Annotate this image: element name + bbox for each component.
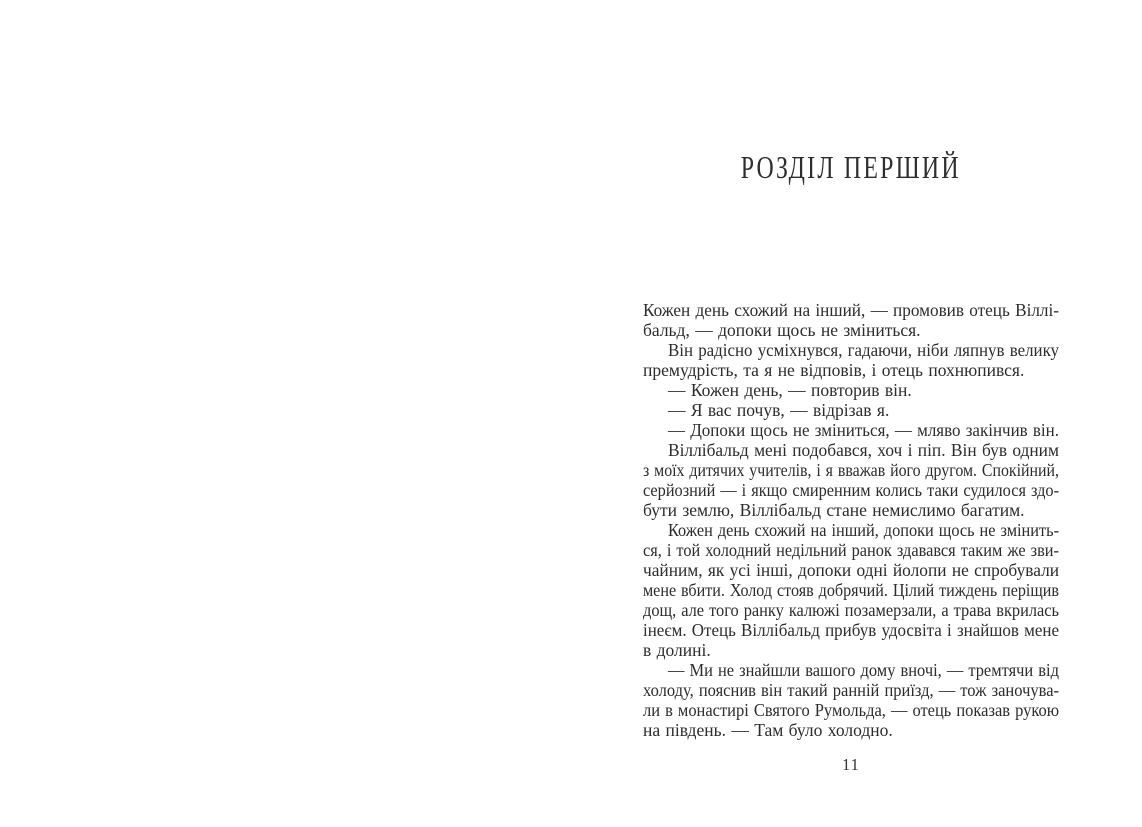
text-line-content: — Допоки щось не зміниться, — мляво закінчив він. bbox=[668, 420, 1059, 440]
text-line-content: Кожен день схожий на інший, допоки щось не змінить- bbox=[668, 520, 1059, 540]
text-line bbox=[643, 720, 1059, 740]
text-line-content: чайним, як усі інші, допоки одні йолопи не спробували bbox=[643, 560, 1060, 580]
text-line-content: — Кожен день, — повторив він. bbox=[668, 380, 912, 400]
paragraph bbox=[643, 400, 1059, 420]
text-line-content: Він радісно усміхнувся, гадаючи, ніби ляпнув велику bbox=[668, 340, 1060, 360]
text-line bbox=[643, 640, 1059, 660]
text-line-content: бути землю, Віллібальд стане немислимо багатим. bbox=[643, 500, 1025, 520]
text-line bbox=[643, 320, 1059, 340]
text-line bbox=[643, 500, 1059, 520]
text-line bbox=[643, 400, 1059, 420]
text-line-content: Кожен день схожий на інший, — промовив отець Віллі- bbox=[643, 300, 1060, 320]
text-line bbox=[643, 460, 1059, 480]
text-column bbox=[643, 0, 1059, 827]
paragraph bbox=[643, 440, 1059, 520]
paragraph bbox=[643, 380, 1059, 400]
text-line bbox=[643, 600, 1059, 620]
text-line-content: мене вбити. Холод стояв добрячий. Цілий тиждень періщив bbox=[643, 580, 1060, 600]
text-line bbox=[643, 620, 1059, 640]
paragraph bbox=[643, 520, 1059, 660]
text-line-content: — Я вас почув, — відрізав я. bbox=[668, 400, 890, 420]
text-line bbox=[643, 680, 1059, 700]
text-line-content: холоду, пояснив він такий ранній приїзд, — тож заночува- bbox=[643, 680, 1060, 700]
text-line bbox=[643, 340, 1059, 360]
text-line bbox=[643, 520, 1059, 540]
text-line bbox=[643, 420, 1059, 440]
text-line-content: в долині. bbox=[643, 640, 711, 660]
text-line-content: з моїх дитячих учителів, і я вважав його другом. Спокійний, bbox=[643, 460, 1060, 480]
body-text bbox=[643, 300, 1059, 740]
text-line-content: інеєм. Отець Віллібальд прибув удосвіта і знайшов мене bbox=[643, 620, 1060, 640]
text-line-content: премудрість, та я не відповів, і отець похнюпився. bbox=[643, 360, 1025, 380]
text-line-content: Віллібальд мені подобався, хоч і піп. Він був одним bbox=[668, 440, 1059, 460]
text-line-content: на південь. — Там було холодно. bbox=[643, 720, 893, 740]
chapter-heading bbox=[643, 149, 1059, 186]
page-number: 11 bbox=[842, 755, 860, 774]
text-line-content: — Ми не знайшли вашого дому вночі, — тремтячи від bbox=[668, 660, 1059, 680]
text-line bbox=[643, 560, 1059, 580]
text-line bbox=[643, 380, 1059, 400]
text-line bbox=[643, 700, 1059, 720]
text-line bbox=[643, 580, 1059, 600]
text-line bbox=[643, 360, 1059, 380]
paragraph bbox=[643, 660, 1059, 740]
text-line-content: дощ, але того ранку калюжі позамерзали, а трава вкрилась bbox=[643, 600, 1060, 620]
paragraph bbox=[643, 340, 1059, 380]
text-line-content: ся, і той холодний недільний ранок здавався таким же зви- bbox=[643, 540, 1059, 560]
text-line-content: бальд, — допоки щось не зміниться. bbox=[643, 320, 921, 340]
text-line bbox=[643, 480, 1059, 500]
text-line-content: серйозний — і якщо смиренним колись таки судилося здо- bbox=[643, 480, 1060, 500]
text-line bbox=[643, 660, 1059, 680]
text-line bbox=[643, 300, 1059, 320]
chapter-heading-text: РОЗДІЛ ПЕРШИЙ bbox=[740, 149, 961, 185]
text-line-content: ли в монастирі Святого Румольда, — отець показав рукою bbox=[643, 700, 1060, 720]
text-line bbox=[643, 440, 1059, 460]
paragraph bbox=[643, 420, 1059, 440]
paragraph bbox=[643, 300, 1059, 340]
text-line bbox=[643, 540, 1059, 560]
